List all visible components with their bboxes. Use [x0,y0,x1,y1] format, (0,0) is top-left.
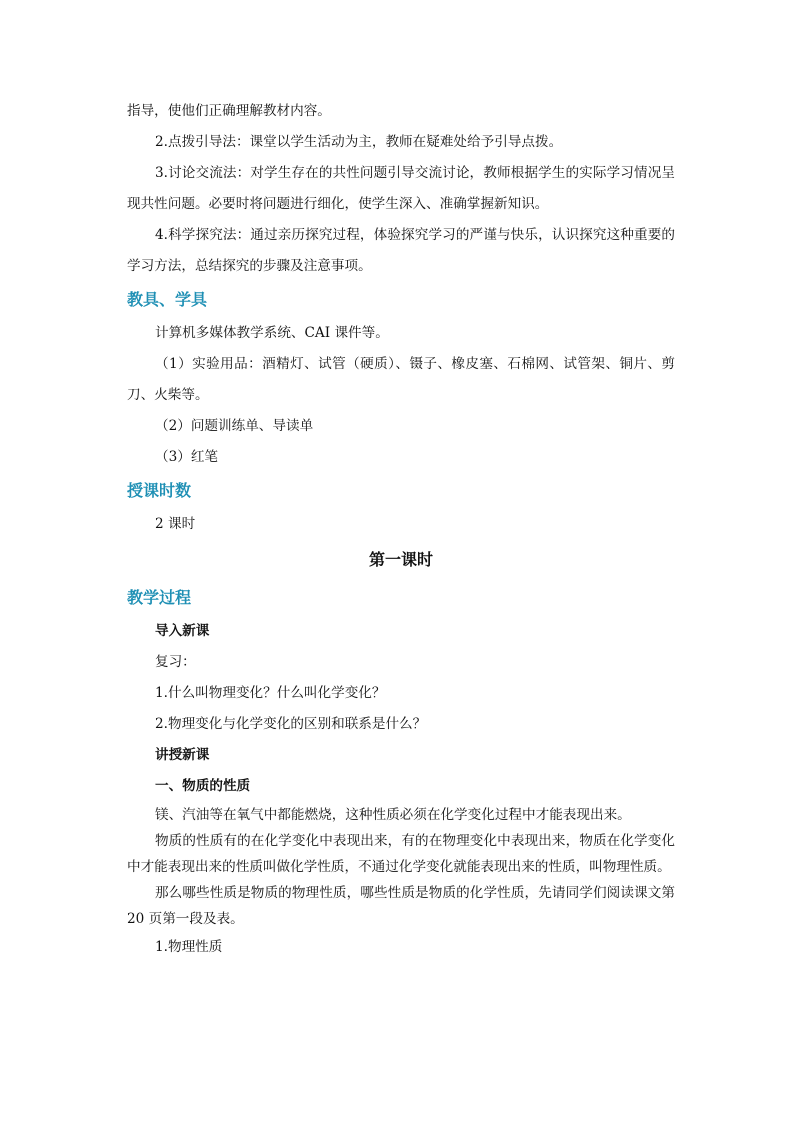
method-item-3: 3.讨论交流法：对学生存在的共性问题引导交流讨论，教师根据学生的实际学习情况呈现共性问题。必要时将问题进行细化，使学生深入、准确掌握新知识。 [127,165,675,212]
lesson-paragraph-1: 镁、汽油等在氧气中都能燃烧，这种性质必须在化学变化过程中才能表现出来。 [155,807,631,823]
tools-line-4: （3）红笔 [155,449,219,465]
hours-heading: 授课时数 [127,481,192,500]
chapter-title: 第一课时 [368,550,433,569]
teach-label: 讲授新课 [155,747,210,763]
method-item-4: 4.科学探究法：通过亲历探究过程，体验探究学习的严谨与快乐，认识探究这种重要的学习方法，总结探究的步骤及注意事项。 [127,227,675,274]
document-page [127,96,675,963]
tools-line-2: （1）实验用品：酒精灯、试管（硬质）、镊子、橡皮塞、石棉网、试管架、铜片、剪刀、火柴等。 [127,356,675,403]
process-heading: 教学过程 [127,588,192,607]
method-item-2: 2.点拨引导法：课堂以学生活动为主，教师在疑难处给予引导点拨。 [155,134,563,150]
lesson-paragraph-2: 物质的性质有的在化学变化中表现出来，有的在物理变化中表现出来，物质在化学变化中才能表现出来的性质叫做化学性质，不通过化学变化就能表现出来的性质，叫物理性质。 [127,833,675,875]
subsection-physical-properties: 1.物理性质 [155,939,223,955]
intro-label: 导入新课 [155,623,210,639]
review-question-1: 1.什么叫物理变化？什么叫化学变化？ [155,685,386,701]
review-question-2: 2.物理变化与化学变化的区别和联系是什么？ [155,716,427,732]
section-1-title: 一、物质的性质 [155,778,251,794]
tools-line-3: （2）问题训练单、导读单 [155,418,314,434]
lesson-paragraph-3: 那么哪些性质是物质的物理性质，哪些性质是物质的化学性质，先请同学们阅读课文第 20 页第一段及表。 [127,885,675,927]
review-label: 复习： [155,654,196,670]
hours-value: 2 课时 [155,516,196,532]
methods-continuation: 指导，使他们正确理解教材内容。 [127,103,331,119]
tools-heading: 教具、学具 [127,290,208,309]
tools-line-1: 计算机多媒体教学系统、CAI 课件等。 [155,325,389,341]
